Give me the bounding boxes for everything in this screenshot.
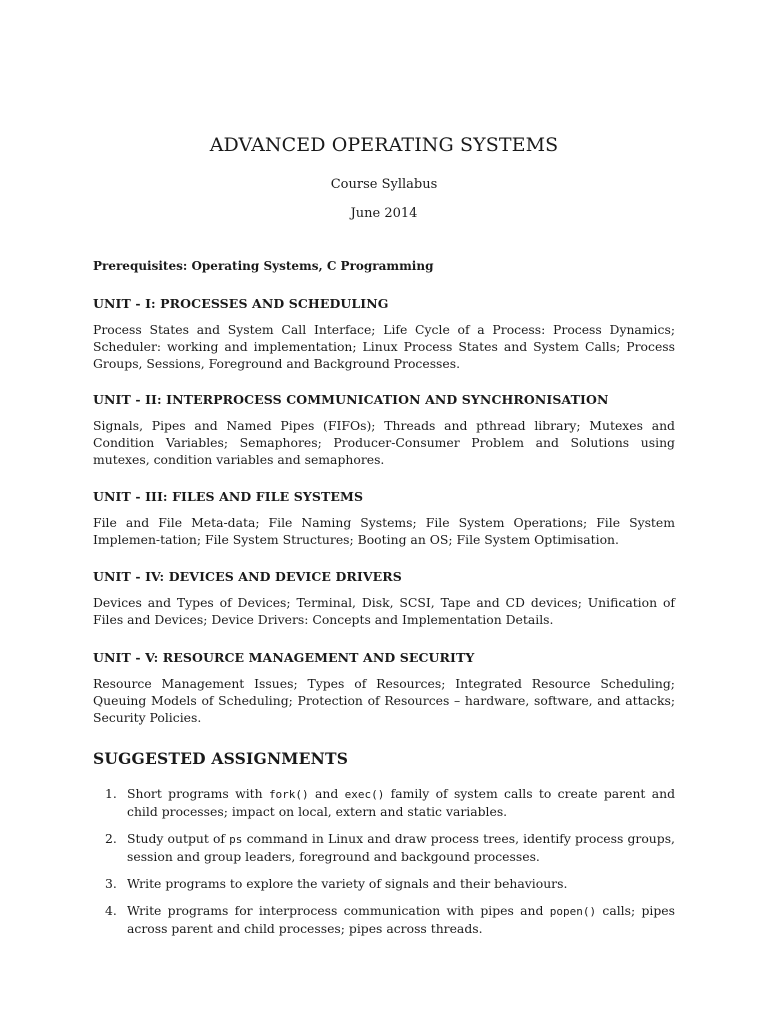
unit-5 (93, 650, 675, 726)
code-snippet: fork() (268, 788, 309, 801)
assignment-item (93, 830, 675, 865)
assignment-item (93, 875, 675, 892)
document-title: ADVANCED OPERATING SYSTEMS (209, 134, 559, 156)
assignments-list (93, 785, 675, 947)
unit-3-heading: UNIT - III: FILES AND FILE SYSTEMS (93, 489, 364, 504)
unit-1 (93, 296, 675, 372)
assignment-text: Write programs to explore the variety of signals and their behaviours. (127, 876, 568, 891)
assignment-text: calls; pipes across parent and child processes; pipes across threads. (127, 903, 675, 936)
unit-3-body: File and File Meta-data; File Naming Systems; File System Operations; File System Implemen-tation; File System Structures; Booting an OS; File System Optimisation. (93, 515, 675, 547)
assignment-text: Short programs with (127, 786, 269, 801)
document-subtitle: Course Syllabus (330, 177, 438, 192)
code-snippet: exec() (344, 788, 385, 801)
unit-2-heading: UNIT - II: INTERPROCESS COMMUNICATION AND SYNCHRONISATION (93, 392, 609, 407)
assignment-number: 2. (105, 831, 117, 846)
unit-4 (93, 569, 675, 628)
document-date: June 2014 (350, 206, 418, 221)
assignment-number: 3. (105, 876, 117, 891)
code-snippet: popen() (549, 905, 597, 918)
unit-5-heading: UNIT - V: RESOURCE MANAGEMENT AND SECURITY (93, 650, 475, 665)
assignment-number: 4. (105, 903, 117, 918)
assignment-text: Write programs for interprocess communication with pipes and (127, 903, 550, 918)
unit-1-body: Process States and System Call Interface; Life Cycle of a Process: Process Dynamics; Scheduler: working and implementation; Linux Process States and System Calls; Process Groups, Sessions, Foreground and Background Processes. (93, 322, 675, 371)
assignment-item (93, 902, 675, 937)
unit-3 (93, 489, 675, 548)
assignment-number: 1. (105, 786, 117, 801)
prerequisites: Prerequisites: Operating Systems, C Programming (93, 259, 434, 273)
unit-2-body: Signals, Pipes and Named Pipes (FIFOs); Threads and pthread library; Mutexes and Condition Variables; Semaphores; Producer-Consumer Problem and Solutions using mutexes, condition variables and semaphores. (93, 418, 675, 467)
assignment-text: command in Linux and draw process trees, identify process groups, session and group leaders, foreground and backgound processes. (127, 831, 675, 864)
code-snippet: ps (229, 833, 243, 846)
assignment-text: Study output of (127, 831, 230, 846)
assignment-text: and (308, 786, 345, 801)
unit-1-heading: UNIT - I: PROCESSES AND SCHEDULING (93, 296, 389, 311)
unit-5-body: Resource Management Issues; Types of Resources; Integrated Resource Scheduling; Queuing Models of Scheduling; Protection of Resources – hardware, software, and attacks; Security Policies. (93, 676, 675, 725)
assignment-text: family of system calls to create parent and child processes; impact on local, extern and static variables. (127, 786, 675, 819)
assignment-item (93, 785, 675, 820)
unit-4-body: Devices and Types of Devices; Terminal, Disk, SCSI, Tape and CD devices; Unification of Files and Devices; Device Drivers: Concepts and Implementation Details. (93, 595, 675, 627)
unit-4-heading: UNIT - IV: DEVICES AND DEVICE DRIVERS (93, 569, 402, 584)
assignments-heading: SUGGESTED ASSIGNMENTS (93, 749, 349, 768)
unit-2 (93, 392, 675, 468)
